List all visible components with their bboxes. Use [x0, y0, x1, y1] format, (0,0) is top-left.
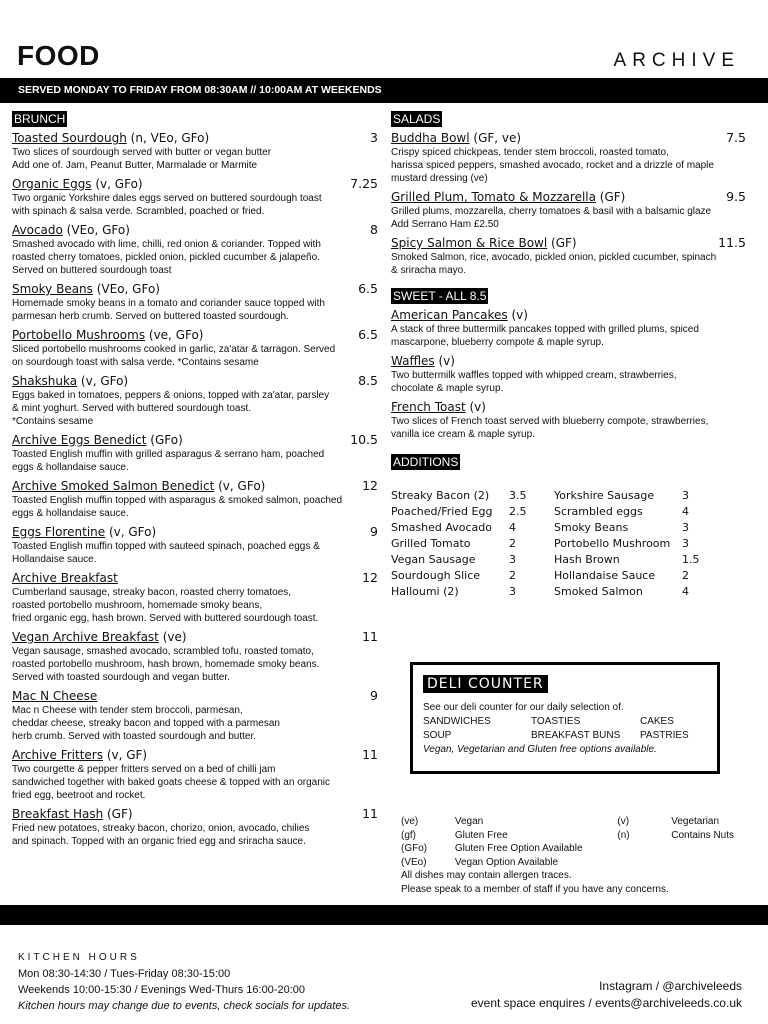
addition-name: Yorkshire Sausage: [554, 488, 655, 502]
menu-item-description: Two organic Yorkshire dales eggs served on buttered sourdough toast with spinach & salsa verde. Scrambled, poached or fried.: [12, 193, 322, 217]
menu-item-price: 9.5: [726, 189, 746, 204]
legend-label: [671, 856, 751, 870]
sweet-heading: SWEET - ALL 8.5: [393, 289, 487, 303]
menu-item-description: Two slices of French toast served with blueberry compote, strawberries, vanilla ice cream & maple syrup.: [391, 416, 709, 440]
menu-item-name[interactable]: Smoky Beans: [12, 282, 93, 296]
legend-label: [671, 842, 751, 856]
menu-item-price: 12: [362, 570, 378, 585]
legend-label: Vegetarian: [671, 816, 720, 827]
legend-label: Gluten Free: [454, 829, 508, 841]
menu-item-name[interactable]: Spicy Salmon & Rice Bowl: [391, 236, 548, 250]
salads-list: [391, 130, 746, 277]
instagram-link[interactable]: Instagram / @archiveleeds: [599, 979, 742, 993]
menu-item: [12, 747, 378, 802]
menu-item-title: [391, 189, 625, 205]
menu-item-tags: (v): [507, 308, 528, 322]
addition-name: Streaky Bacon (2): [391, 488, 490, 502]
menu-item-header: [12, 524, 378, 540]
addition-price: 2: [509, 568, 516, 582]
addition-row: [391, 503, 722, 519]
menu-item-title: [391, 235, 577, 251]
menu-item-header: [391, 307, 746, 323]
deli-note: Vegan, Vegetarian and Gluten free options available.: [423, 744, 657, 755]
page-title: FOOD: [17, 40, 100, 71]
menu-item-name[interactable]: Archive Smoked Salmon Benedict: [12, 479, 215, 493]
legend-row: [401, 856, 751, 870]
right-column: [391, 110, 746, 599]
menu-item-name[interactable]: Avocado: [12, 223, 63, 237]
menu-item: [391, 353, 746, 395]
menu-item-title: [12, 373, 128, 389]
menu-item: [12, 688, 378, 743]
menu-item-description: Vegan sausage, smashed avocado, scrambled tofu, roasted tomato, roasted portobello mushroom, hash brown, homemade smoky beans. Served with toasted sourdough and vegan butter.: [12, 646, 320, 683]
menu-item-description: Toasted English muffin with grilled asparagus & serrano ham, poached eggs & hollandaise sauce.: [12, 449, 325, 473]
menu-item-header: [12, 327, 378, 343]
additions-table: [391, 487, 722, 599]
legend-code: (gf): [401, 829, 416, 841]
menu-item: [12, 327, 378, 369]
legend-label: Gluten Free Option Available: [454, 843, 583, 854]
menu-item-title: [391, 399, 486, 415]
addition-name: Portobello Mushroom: [554, 536, 671, 550]
menu-item-title: [12, 747, 147, 763]
deli-heading: DELI COUNTER: [423, 675, 548, 693]
menu-item-title: [391, 307, 528, 323]
legend-row: [401, 842, 751, 856]
addition-name: Smoky Beans: [554, 520, 629, 534]
kitchen-hours-note: Kitchen hours may change due to events, check socials for updates.: [18, 1000, 351, 1012]
menu-item-name[interactable]: Toasted Sourdough: [12, 131, 127, 145]
menu-item-price: 9: [370, 524, 378, 539]
menu-item-header: [12, 281, 378, 297]
addition-price: 3.5: [509, 488, 527, 502]
deli-item: BREAKFAST BUNS: [531, 730, 621, 741]
menu-item-tags: (GF): [595, 190, 626, 204]
menu-item-name[interactable]: Archive Eggs Benedict: [12, 433, 147, 447]
menu-item-title: [391, 130, 521, 146]
menu-item-title: [12, 688, 97, 704]
menu-item-tags: (VEo, GFo): [92, 282, 160, 296]
menu-item-name[interactable]: American Pancakes: [391, 308, 508, 322]
addition-price: 2.5: [509, 504, 527, 518]
menu-item-price: 10.5: [350, 432, 378, 447]
addition-row: [391, 551, 722, 567]
menu-item-name[interactable]: Buddha Bowl: [391, 131, 470, 145]
menu-item-tags: (v): [434, 354, 455, 368]
menu-item-name[interactable]: Breakfast Hash: [12, 807, 104, 821]
menu-item: [391, 130, 746, 185]
menu-item-name[interactable]: Grilled Plum, Tomato & Mozzarella: [391, 190, 596, 204]
legend-code: [617, 842, 671, 856]
kitchen-hours-title: KITCHEN HOURS: [18, 952, 140, 963]
menu-item-header: [391, 130, 746, 146]
menu-item-header: [391, 235, 746, 251]
legend-label: Vegan: [454, 816, 484, 827]
menu-item-title: [12, 629, 187, 645]
legend-code: (v): [617, 816, 630, 827]
menu-item-header: [12, 432, 378, 448]
menu-item-description: Smashed avocado with lime, chilli, red onion & coriander. Topped with roasted cherry tomatoes, pickled onion, pickled cucumber & jalapeño. Served on buttered sourdough toast: [12, 239, 321, 276]
menu-item-description: Two courgette & pepper fritters served on a bed of chilli jam sandwiched together with baked goats cheese & topped with an organic fried egg, beetroot and rocket.: [12, 764, 330, 801]
menu-item-price: 9: [370, 688, 378, 703]
addition-price: 4: [682, 504, 689, 518]
menu-item-name[interactable]: Vegan Archive Breakfast: [12, 630, 159, 644]
menu-item-title: [12, 570, 118, 586]
contact-info: [471, 978, 742, 1012]
sweet-list: [391, 307, 746, 441]
deli-item: SANDWICHES: [423, 716, 491, 727]
menu-item-title: [391, 353, 455, 369]
menu-item-name[interactable]: Archive Fritters: [12, 748, 103, 762]
addition-row: [391, 535, 722, 551]
menu-item-description: Two slices of sourdough served with butter or vegan butter Add one of. Jam, Peanut Butter, Marmalade or Marmite: [12, 147, 272, 171]
menu-item-name[interactable]: Portobello Mushrooms: [12, 328, 146, 342]
brand-logo: ARCHIVE: [613, 50, 740, 71]
menu-item-description: Mac n Cheese with tender stem broccoli, parmesan, cheddar cheese, streaky bacon and topped with a parmesan herb crumb. Served with toasted sourdough and butter.: [12, 705, 280, 742]
menu-item-title: [12, 176, 143, 192]
menu-item-title: [12, 478, 265, 494]
addition-name: Smashed Avocado: [391, 520, 493, 534]
allergen-note-staff: Please speak to a member of staff if you have any concerns.: [401, 883, 669, 895]
addition-name: Halloumi (2): [391, 584, 459, 598]
menu-item-price: 6.5: [358, 327, 378, 342]
menu-item-tags: (GFo): [146, 433, 183, 447]
menu-item-price: 7.5: [726, 130, 746, 145]
addition-price: 3: [509, 552, 516, 566]
menu-item-header: [12, 373, 378, 389]
menu-item-price: 3: [370, 130, 378, 145]
menu-item: [391, 399, 746, 441]
addition-name: Poached/Fried Egg: [391, 504, 493, 518]
menu-item-name[interactable]: Organic Eggs: [12, 177, 92, 191]
menu-item-tags: (GF, ve): [469, 131, 522, 145]
menu-item: [12, 373, 378, 428]
menu-item-tags: (n, VEo, GFo): [126, 131, 210, 145]
menu-item-price: 7.25: [350, 176, 378, 191]
addition-row: [391, 519, 722, 535]
menu-item-tags: (GF): [547, 236, 577, 250]
menu-item: [12, 176, 378, 218]
addition-price: 2: [682, 568, 689, 582]
events-email-link[interactable]: event space enquires / events@archiveleeds.co.uk: [470, 996, 742, 1010]
menu-item-description: Two buttermilk waffles topped with whipped cream, strawberries, chocolate & maple syrup.: [391, 370, 677, 394]
addition-price: 2: [509, 536, 516, 550]
legend-label: Vegan Option Available: [454, 856, 559, 868]
menu-item-name[interactable]: Eggs Florentine: [12, 525, 106, 539]
menu-item-title: [12, 524, 156, 540]
addition-name: Sourdough Slice: [391, 568, 481, 582]
menu-item-description: A stack of three buttermilk pancakes topped with grilled plums, spiced mascarpone, blueberry compote & maple syrup.: [391, 324, 699, 348]
dietary-legend: [401, 815, 751, 896]
menu-item-title: [12, 281, 160, 297]
menu-item: [391, 235, 746, 277]
brunch-list: [12, 130, 378, 848]
menu-item-tags: (GF): [103, 807, 133, 821]
legend-row: [401, 815, 751, 829]
addition-price: 1.5: [682, 552, 700, 566]
menu-item-description: Fried new potatoes, streaky bacon, chorizo, onion, avocado, chilies and spinach. Topped with an organic fried egg and sriracha sauce.: [12, 823, 310, 847]
menu-item-description: Crispy spiced chickpeas, tender stem broccoli, roasted tomato, harissa spiced peppers, smashed avocado, rocket and a drizzle of maple mustard dressing (ve): [391, 147, 714, 184]
addition-price: 3: [682, 488, 689, 502]
addition-name: Smoked Salmon: [554, 584, 643, 598]
menu-item-tags: (ve): [158, 630, 187, 644]
served-hours-bar: SERVED MONDAY TO FRIDAY FROM 08:30AM // 10:00AM AT WEEKENDS: [0, 78, 768, 103]
footer-bar: [0, 905, 768, 925]
additions-heading: ADDITIONS: [393, 455, 459, 469]
menu-item-tags: (v, GFo): [77, 374, 129, 388]
menu-item-title: [12, 327, 203, 343]
menu-item: [391, 307, 746, 349]
legend-code: (GFo): [401, 843, 428, 854]
menu-item-header: [12, 570, 378, 586]
menu-item-header: [391, 189, 746, 205]
addition-name: Scrambled eggs: [554, 504, 643, 518]
addition-name: Grilled Tomato: [391, 536, 471, 550]
kitchen-hours: [18, 950, 350, 1014]
menu-item: [12, 524, 378, 566]
legend-code: (VEo): [401, 856, 427, 868]
menu-item-header: [12, 688, 378, 704]
menu-item-price: 11.5: [718, 235, 746, 250]
salads-heading: SALADS: [393, 112, 441, 126]
menu-item-tags: (v, GFo): [91, 177, 143, 191]
menu-item: [12, 222, 378, 277]
allergen-note: All dishes may contain allergen traces.: [401, 870, 572, 881]
brunch-section: [12, 110, 378, 852]
menu-item-name[interactable]: French Toast: [391, 400, 466, 414]
menu-item-header: [12, 130, 378, 146]
kitchen-hours-weekend: Weekends 10:00-15:30 / Evenings Wed-Thurs 16:00-20:00: [18, 984, 305, 996]
menu-item-header: [12, 629, 378, 645]
deli-text: See our deli counter for our daily selection of.: [423, 702, 624, 713]
menu-item-description: Sliced portobello mushrooms cooked in garlic, za'atar & tarragon. Served on sourdough toast with salsa verde. *Contains sesame: [12, 344, 336, 368]
menu-item-description: Cumberland sausage, streaky bacon, roasted cherry tomatoes, roasted portobello mushroom, homemade smoky beans, fried organic egg, hash brown. Served with buttered sourdough toast.: [12, 587, 319, 624]
brunch-heading: BRUNCH: [14, 112, 66, 126]
menu-item-name[interactable]: Archive Breakfast: [12, 571, 118, 585]
menu-item-price: 11: [362, 747, 378, 762]
legend-code: (n): [617, 829, 630, 841]
menu-item-header: [12, 747, 378, 763]
menu-item-description: Toasted English muffin topped with asparagus & smoked salmon, poached eggs & hollandaise sauce.: [12, 495, 343, 519]
deli-counter-box: [410, 662, 720, 774]
menu-item-price: 12: [362, 478, 378, 493]
deli-items: [423, 715, 707, 743]
menu-item-title: [12, 806, 133, 822]
kitchen-hours-weekday: Mon 08:30-14:30 / Tues-Friday 08:30-15:00: [18, 968, 231, 980]
addition-price: 3: [509, 584, 516, 598]
menu-item: [12, 432, 378, 474]
menu-item-name[interactable]: Mac N Cheese: [12, 689, 98, 703]
addition-row: [391, 487, 722, 503]
addition-row: [391, 583, 722, 599]
menu-item-price: 8: [370, 222, 378, 237]
addition-price: 3: [682, 536, 689, 550]
menu-item-tags: (v, GF): [103, 748, 148, 762]
menu-item-price: 11: [362, 629, 378, 644]
menu-item-title: [12, 130, 209, 146]
menu-item-title: [12, 222, 130, 238]
menu-item-description: Homemade smoky beans in a tomato and coriander sauce topped with parmesan herb crumb. Served on buttered toasted sourdough.: [12, 298, 325, 322]
deli-item: PASTRIES: [640, 730, 689, 741]
menu-item-price: 6.5: [358, 281, 378, 296]
menu-item-header: [12, 478, 378, 494]
menu-item-header: [391, 399, 746, 415]
menu-item-price: 8.5: [358, 373, 378, 388]
menu-item-tags: (v, GFo): [214, 479, 266, 493]
addition-name: Hash Brown: [554, 552, 620, 566]
legend-row: [401, 829, 751, 843]
menu-item: [12, 570, 378, 625]
menu-item-description: Grilled plums, mozzarella, cherry tomatoes & basil with a balsamic glaze Add Serrano Ham £2.50: [391, 206, 712, 230]
menu-item-title: [12, 432, 183, 448]
menu-item-description: Toasted English muffin topped with sauteed spinach, poached eggs & Hollandaise sauce.: [12, 541, 320, 565]
addition-price: 4: [682, 584, 689, 598]
menu-item: [12, 130, 378, 172]
menu-item-description: Smoked Salmon, rice, avocado, pickled onion, pickled cucumber, spinach & sriracha mayo.: [391, 252, 717, 276]
menu-item-name[interactable]: Shakshuka: [12, 374, 78, 388]
menu-item-name[interactable]: Waffles: [391, 354, 435, 368]
addition-price: 3: [682, 520, 689, 534]
legend-code: (ve): [401, 816, 419, 827]
deli-item: TOASTIES: [531, 716, 581, 727]
menu-item: [12, 806, 378, 848]
legend-code: [617, 856, 671, 870]
addition-row: [391, 567, 722, 583]
deli-item: CAKES: [640, 716, 674, 727]
deli-item: SOUP: [423, 730, 452, 741]
menu-item-tags: (v, GFo): [105, 525, 157, 539]
menu-item-header: [12, 176, 378, 192]
legend-label: Contains Nuts: [671, 829, 735, 841]
menu-item-header: [12, 222, 378, 238]
menu-item-header: [391, 353, 746, 369]
menu-item-header: [12, 806, 378, 822]
addition-name: Hollandaise Sauce: [554, 568, 656, 582]
menu-item-tags: (ve, GFo): [145, 328, 204, 342]
menu-item-tags: (VEo, GFo): [62, 223, 130, 237]
menu-item: [12, 281, 378, 323]
menu-item: [391, 189, 746, 231]
menu-item-price: 11: [362, 806, 378, 821]
addition-price: 4: [509, 520, 516, 534]
addition-name: Vegan Sausage: [391, 552, 476, 566]
menu-item: [12, 478, 378, 520]
menu-item-tags: (v): [465, 400, 486, 414]
menu-item: [12, 629, 378, 684]
menu-item-description: Eggs baked in tomatoes, peppers & onions, topped with za'atar, parsley & mint yoghurt. Served with buttered sourdough toast. *Contains sesame: [12, 390, 330, 427]
